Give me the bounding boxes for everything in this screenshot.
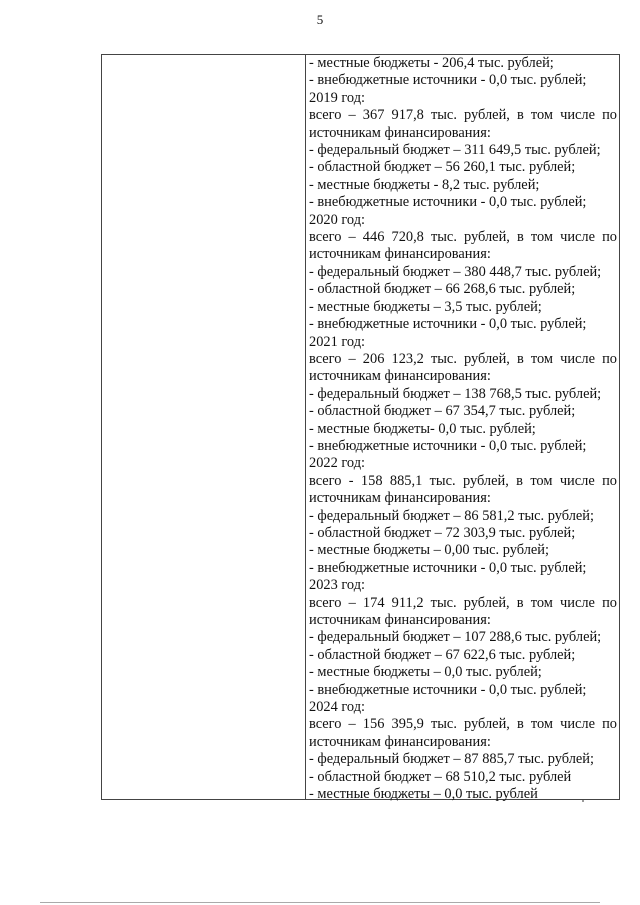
text-line: - областной бюджет – 68 510,2 тыс. рублей	[309, 768, 572, 785]
scan-edge-line	[40, 902, 600, 903]
text-line: источникам финансирования:	[309, 124, 491, 141]
text-line: всего - 158 885,1 тыс. рублей, в том числе по	[309, 472, 617, 489]
text-line: - федеральный бюджет – 86 581,2 тыс. рублей;	[309, 507, 594, 524]
text-line: источникам финансирования:	[309, 490, 491, 507]
text-line: 2024 год:	[309, 699, 366, 716]
text-line: источникам финансирования:	[309, 368, 491, 385]
text-line: - федеральный бюджет – 380 448,7 тыс. рублей;	[309, 263, 602, 280]
text-line: 2019 год:	[309, 89, 366, 106]
text-line: - внебюджетные источники - 0,0 тыс. рублей;	[309, 681, 587, 698]
text-line: - внебюджетные источники - 0,0 тыс. рублей;	[309, 72, 587, 89]
text-line: - местные бюджеты – 0,0 тыс. рублей	[309, 786, 538, 803]
text-line: 2020 год:	[309, 211, 366, 228]
text-line: - местные бюджеты - 206,4 тыс. рублей;	[309, 55, 554, 71]
text-line: - местные бюджеты – 3,5 тыс. рублей;	[309, 298, 542, 315]
text-line: - федеральный бюджет – 138 768,5 тыс. рублей;	[309, 385, 602, 402]
text-line: - внебюджетные источники - 0,0 тыс. рублей;	[309, 194, 587, 211]
text-line: - областной бюджет – 66 268,6 тыс. рублей;	[309, 281, 576, 298]
text-line: источникам финансирования:	[309, 246, 491, 263]
text-line: всего – 367 917,8 тыс. рублей, в том числе по	[309, 107, 617, 124]
text-line: - областной бюджет – 67 622,6 тыс. рублей;	[309, 646, 576, 663]
page-number: 5	[316, 12, 324, 27]
text-line: всего – 174 911,2 тыс. рублей, в том числе по	[309, 594, 617, 611]
text-line: 2023 год:	[309, 577, 366, 594]
text-line: - областной бюджет – 72 303,9 тыс. рублей;	[309, 524, 576, 541]
text-line: всего – 446 720,8 тыс. рублей, в том числе по	[309, 229, 617, 246]
text-line: - внебюджетные источники - 0,0 тыс. рублей;	[309, 437, 587, 454]
text-line: - областной бюджет – 67 354,7 тыс. рублей;	[309, 403, 576, 420]
text-line: - федеральный бюджет – 311 649,5 тыс. рублей;	[309, 142, 601, 159]
scan-artifact	[582, 800, 584, 802]
text-line: - местные бюджеты - 8,2 тыс. рублей;	[309, 176, 540, 193]
text-line: источникам финансирования:	[309, 612, 491, 628]
text-line: всего – 156 395,9 тыс. рублей, в том числе по	[309, 716, 617, 733]
text-line: 2022 год:	[309, 455, 366, 472]
funding-details-cell	[309, 55, 617, 803]
text-line: - федеральный бюджет – 87 885,7 тыс. рублей;	[309, 751, 594, 768]
text-line: - местные бюджеты – 0,0 тыс. рублей;	[309, 664, 542, 681]
text-line: - местные бюджеты – 0,00 тыс. рублей;	[309, 542, 549, 559]
text-line: всего – 206 123,2 тыс. рублей, в том числе по	[309, 350, 617, 367]
text-line: источникам финансирования:	[309, 733, 491, 750]
text-line: - областной бюджет – 56 260,1 тыс. рублей;	[309, 159, 576, 176]
text-line: - местные бюджеты- 0,0 тыс. рублей;	[309, 420, 536, 437]
text-line: - внебюджетные источники - 0,0 тыс. рублей;	[309, 316, 587, 333]
text-line: - внебюджетные источники - 0,0 тыс. рублей;	[309, 559, 587, 576]
table-column-divider	[305, 54, 306, 800]
text-line: - федеральный бюджет – 107 288,6 тыс. рублей;	[309, 629, 602, 646]
text-line: 2021 год:	[309, 333, 366, 350]
